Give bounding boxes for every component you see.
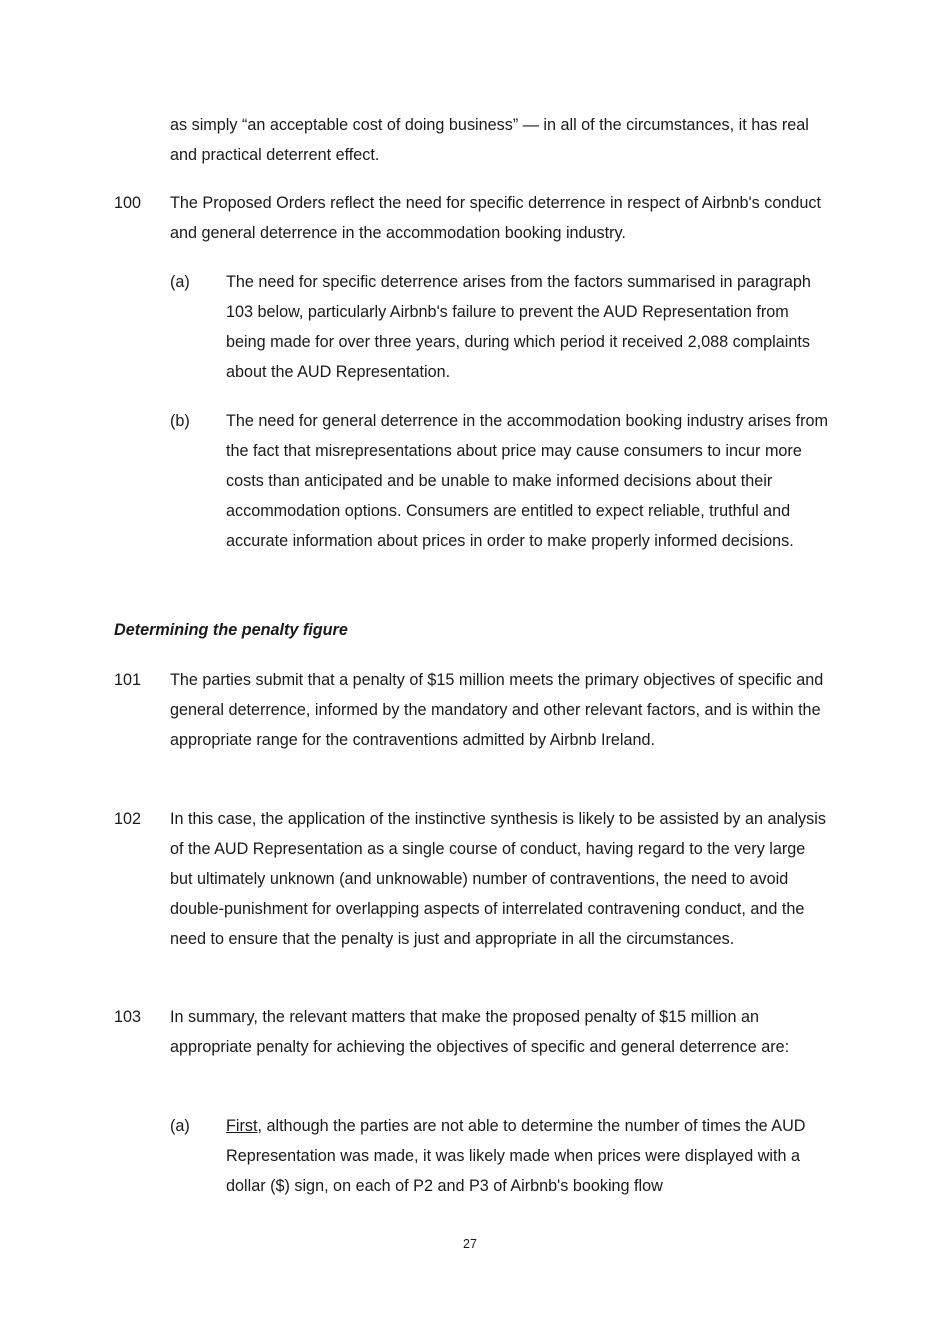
paragraph-number-102: 102	[114, 810, 142, 828]
paragraph-101-text: The parties submit that a penalty of $15 million meets the primary objectives of specific and general deterrence, informed by the mandatory and other relevant factors, and is within the appropriate range for the contraventions admitted by Airbnb Ireland.	[170, 671, 824, 749]
continuation-paragraph: as simply “an acceptable cost of doing business” — in all of the circumstances, it has real and practical deterrent effect.	[170, 116, 809, 164]
subparagraph-label-103a: (a)	[170, 1117, 190, 1135]
paragraph-100-text: The Proposed Orders reflect the need for specific deterrence in respect of Airbnb's conduct and general deterrence in the accommodation booking industry.	[170, 194, 821, 242]
subparagraph-103a-body: , although the parties are not able to determine the number of times the AUD Representation was made, it was likely made when prices were displayed with a dollar ($) sign, on each of P2 and P3 of Airbnb's booking flow	[226, 1117, 806, 1195]
subparagraph-103a-text	[226, 1111, 830, 1201]
subparagraph-100a-text: The need for specific deterrence arises from the factors summarised in paragraph 103 below, particularly Airbnb's failure to prevent the AUD Representation from being made for over three years, during which period it received 2,088 complaints about the AUD Representation.	[226, 273, 811, 381]
subparagraph-100b-text: The need for general deterrence in the accommodation booking industry arises from the fact that misrepresentations about price may cause consumers to incur more costs than anticipated and be unable to make informed decisions about their accommodation options. Consumers are entitled to expect reliable, truthful and accurate information about prices in order to make properly informed decisions.	[226, 412, 828, 550]
paragraph-102-text: In this case, the application of the instinctive synthesis is likely to be assisted by an analysis of the AUD Representation as a single course of conduct, having regard to the very large but ultimately unknown (and unknowable) number of contraventions, the need to avoid double-punishment for overlapping aspects of interrelated contravening conduct, and the need to ensure that the penalty is just and appropriate in all the circumstances.	[170, 810, 826, 948]
subparagraph-103a-lead: First	[226, 1117, 258, 1135]
paragraph-number-101: 101	[114, 671, 142, 689]
subparagraph-label-100b: (b)	[170, 412, 190, 430]
subparagraph-label-100a: (a)	[170, 273, 190, 291]
paragraph-103-text: In summary, the relevant matters that make the proposed penalty of $15 million an appropriate penalty for achieving the objectives of specific and general deterrence are:	[170, 1008, 790, 1056]
section-heading: Determining the penalty figure	[114, 621, 348, 639]
paragraph-number-103: 103	[114, 1008, 142, 1026]
page-number: 27	[463, 1237, 477, 1251]
paragraph-number-100: 100	[114, 194, 142, 212]
